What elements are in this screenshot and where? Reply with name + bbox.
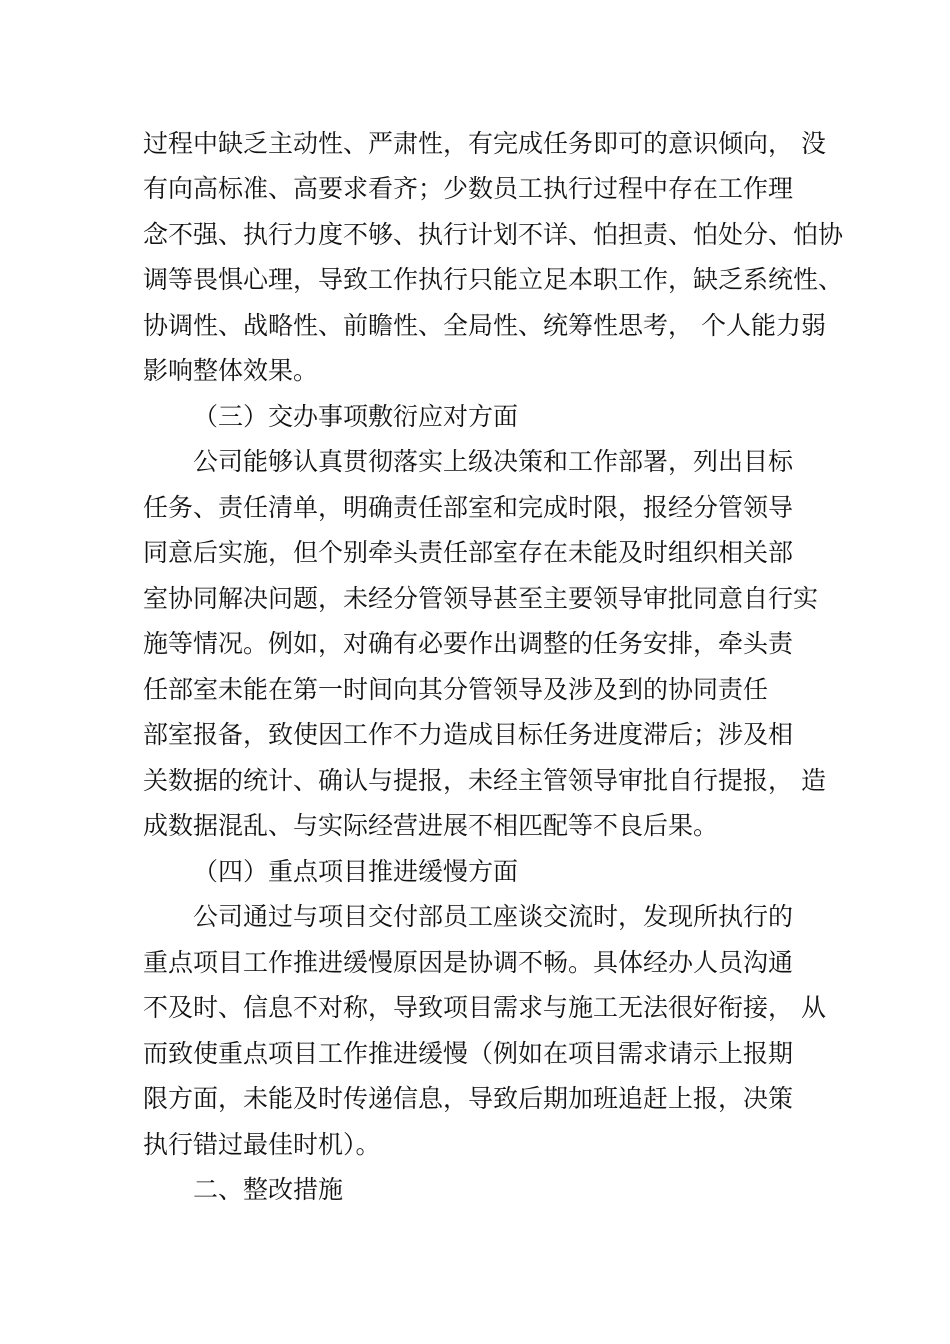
text-line: 有向高标准、高要求看齐；少数员工执行过程中存在工作理 <box>143 174 794 203</box>
paragraph-first-line: 公司通过与项目交付部员工座谈交流时，发现所执行的 <box>193 902 794 931</box>
text-line: 施等情况。例如，对确有必要作出调整的任务安排，牵头责 <box>143 629 794 658</box>
text-line: 协调性、战略性、前瞻性、全局性、统筹性思考， 个人能力弱 <box>143 311 826 340</box>
section-heading: （三）交办事项敷衍应对方面 <box>193 402 519 431</box>
text-line: 过程中缺乏主动性、严肃性，有完成任务即可的意识倾向， 没 <box>143 129 826 158</box>
text-line: 调等畏惧心理，导致工作执行只能立足本职工作，缺乏系统性、 <box>143 265 844 294</box>
text-line: 而致使重点项目工作推进缓慢（例如在项目需求请示上报期 <box>143 1039 794 1068</box>
text-line: 不及时、信息不对称，导致项目需求与施工无法很好衔接， 从 <box>143 993 826 1022</box>
text-line: 重点项目工作推进缓慢原因是协调不畅。具体经办人员沟通 <box>143 948 794 977</box>
text-line: 限方面，未能及时传递信息，导致后期加班追赶上报，决策 <box>143 1084 794 1113</box>
text-line: 念不强、执行力度不够、执行计划不详、怕担责、怕处分、怕协 <box>143 220 844 249</box>
text-line: 室协同解决问题，未经分管领导甚至主要领导审批同意自行实 <box>143 584 819 613</box>
text-line: 执行错过最佳时机）。 <box>143 1130 381 1159</box>
text-line: 任部室未能在第一时间向其分管领导及涉及到的协同责任 <box>143 675 769 704</box>
text-line: 同意后实施，但个别牵头责任部室存在未能及时组织相关部 <box>143 538 794 567</box>
text-line: 影响整体效果。 <box>143 356 319 385</box>
section-heading: 二、整改措施 <box>193 1175 344 1204</box>
text-line: 关数据的统计、确认与提报，未经主管领导审批自行提报， 造 <box>143 766 826 795</box>
paragraph-first-line: 公司能够认真贯彻落实上级决策和工作部署，列出目标 <box>193 447 794 476</box>
text-line: 成数据混乱、与实际经营进展不相匹配等不良后果。 <box>143 811 719 840</box>
text-line: 部室报备，致使因工作不力造成目标任务进度滞后；涉及相 <box>143 720 794 749</box>
text-line: 任务、责任清单，明确责任部室和完成时限，报经分管领导 <box>143 493 794 522</box>
section-heading: （四）重点项目推进缓慢方面 <box>193 857 519 886</box>
